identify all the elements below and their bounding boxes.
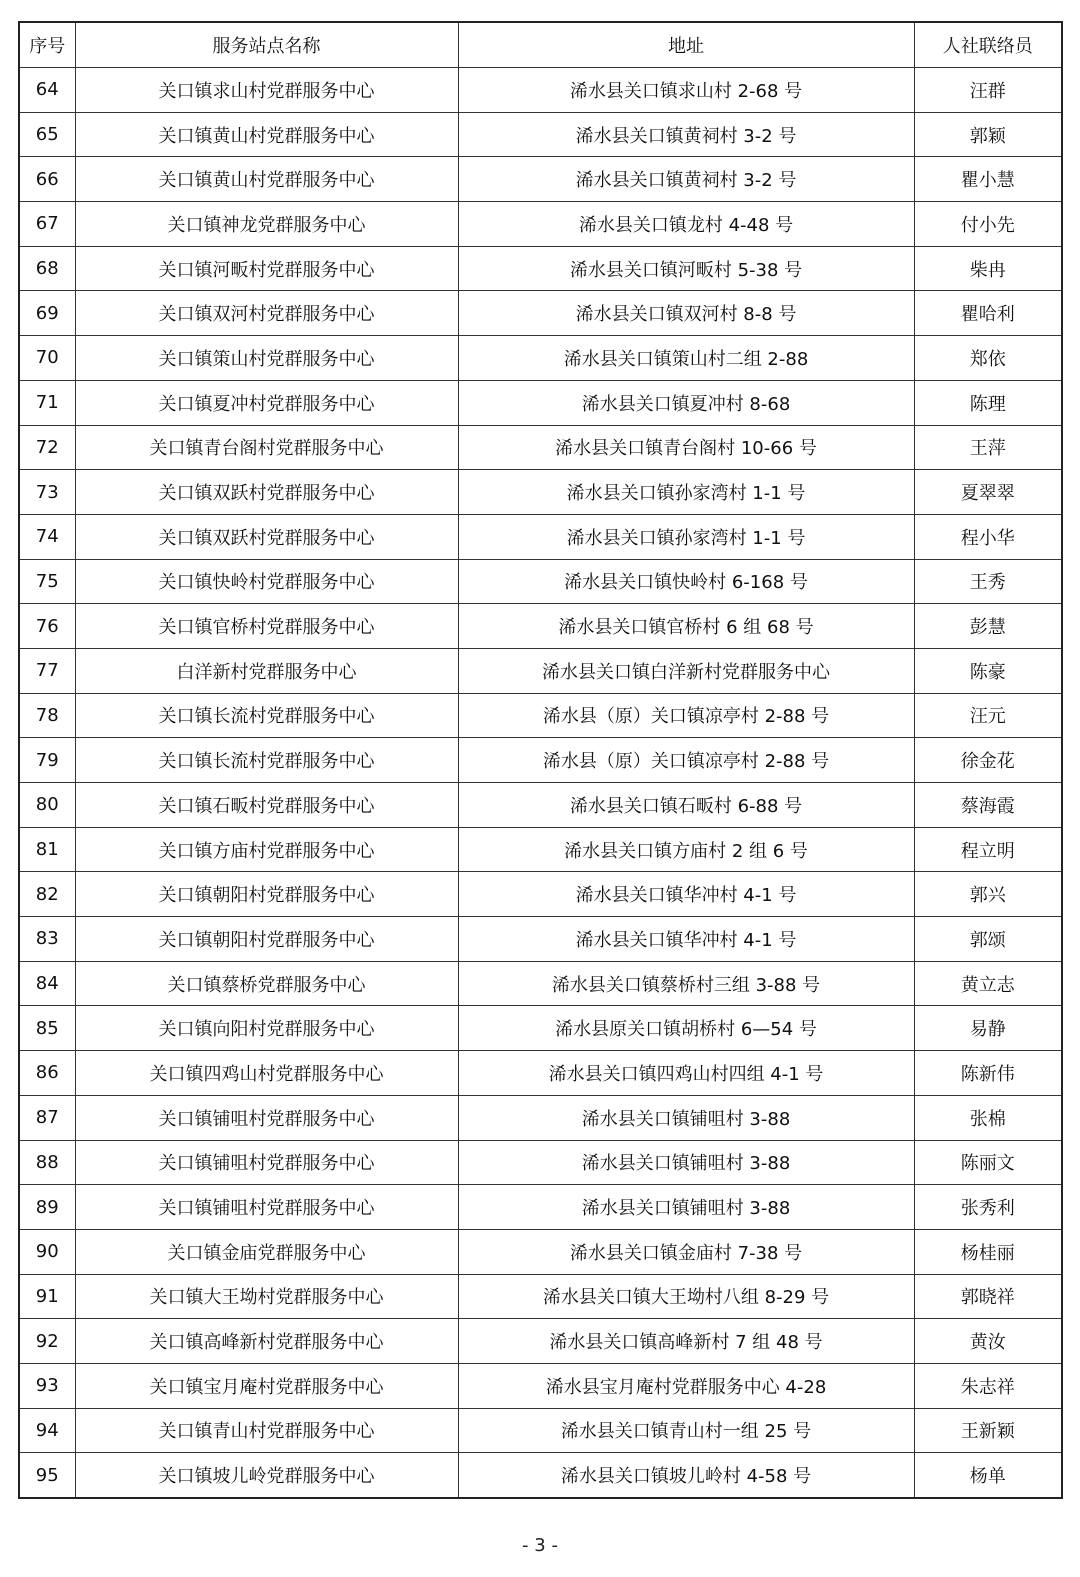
cell-liaison: 王萍 [914,425,1062,470]
table-row [19,1051,1062,1096]
cell-seq: 73 [19,470,75,515]
table-row [19,380,1062,425]
cell-seq: 89 [19,1185,75,1230]
cell-address: 浠水县关口镇坡儿岭村 4-58 号 [458,1453,914,1498]
table-row [19,202,1062,247]
cell-address: 浠水县关口镇双河村 8-8 号 [458,291,914,336]
cell-liaison: 付小先 [914,202,1062,247]
header-seq: 序号 [19,22,75,68]
cell-liaison: 瞿小慧 [914,157,1062,202]
table-row [19,693,1062,738]
table-row [19,1408,1062,1453]
cell-address: 浠水县关口镇金庙村 7-38 号 [458,1229,914,1274]
cell-liaison: 张秀利 [914,1185,1062,1230]
header-liaison: 人社联络员 [914,22,1062,68]
cell-address: 浠水县（原）关口镇凉亭村 2-88 号 [458,693,914,738]
cell-liaison: 郭兴 [914,872,1062,917]
cell-liaison: 朱志祥 [914,1363,1062,1408]
cell-liaison: 易静 [914,1006,1062,1051]
cell-liaison: 王新颖 [914,1408,1062,1453]
cell-seq: 72 [19,425,75,470]
cell-address: 浠水县关口镇石畈村 6-88 号 [458,783,914,828]
cell-liaison: 蔡海霞 [914,783,1062,828]
service-station-table [18,21,1063,1499]
cell-address: 浠水县关口镇黄祠村 3-2 号 [458,112,914,157]
cell-seq: 88 [19,1140,75,1185]
table-row [19,1453,1062,1498]
cell-address: 浠水县关口镇河畈村 5-38 号 [458,246,914,291]
cell-station-name: 关口镇求山村党群服务中心 [75,68,458,113]
cell-address: 浠水县关口镇策山村二组 2-88 [458,336,914,381]
cell-seq: 77 [19,648,75,693]
cell-liaison: 夏翠翠 [914,470,1062,515]
cell-seq: 69 [19,291,75,336]
cell-address: 浠水县关口镇快岭村 6-168 号 [458,559,914,604]
table-header-row [19,22,1062,68]
table-row [19,336,1062,381]
cell-seq: 87 [19,1095,75,1140]
cell-station-name: 关口镇蔡桥党群服务中心 [75,961,458,1006]
cell-seq: 71 [19,380,75,425]
cell-address: 浠水县关口镇方庙村 2 组 6 号 [458,827,914,872]
cell-station-name: 关口镇青台阁村党群服务中心 [75,425,458,470]
cell-liaison: 汪元 [914,693,1062,738]
cell-address: 浠水县关口镇大王坳村八组 8-29 号 [458,1274,914,1319]
cell-liaison: 陈豪 [914,648,1062,693]
cell-address: 浠水县关口镇铺咀村 3-88 [458,1140,914,1185]
table-row [19,917,1062,962]
cell-station-name: 关口镇黄山村党群服务中心 [75,112,458,157]
cell-liaison: 黄汝 [914,1319,1062,1364]
cell-seq: 64 [19,68,75,113]
table-row [19,1229,1062,1274]
cell-address: 浠水县关口镇四鸡山村四组 4-1 号 [458,1051,914,1096]
cell-seq: 86 [19,1051,75,1096]
table-row [19,514,1062,559]
cell-seq: 94 [19,1408,75,1453]
cell-station-name: 关口镇双河村党群服务中心 [75,291,458,336]
cell-address: 浠水县关口镇白洋新村党群服务中心 [458,648,914,693]
cell-liaison: 黄立志 [914,961,1062,1006]
cell-liaison: 彭慧 [914,604,1062,649]
cell-seq: 65 [19,112,75,157]
cell-station-name: 关口镇长流村党群服务中心 [75,738,458,783]
table-row [19,246,1062,291]
cell-address: 浠水县关口镇华冲村 4-1 号 [458,872,914,917]
page-number: - 3 - [522,1535,558,1556]
table-row [19,872,1062,917]
cell-seq: 70 [19,336,75,381]
cell-station-name: 关口镇方庙村党群服务中心 [75,827,458,872]
cell-station-name: 关口镇河畈村党群服务中心 [75,246,458,291]
cell-station-name: 关口镇官桥村党群服务中心 [75,604,458,649]
cell-seq: 79 [19,738,75,783]
cell-liaison: 郑依 [914,336,1062,381]
cell-seq: 68 [19,246,75,291]
table-row [19,1006,1062,1051]
cell-seq: 90 [19,1229,75,1274]
table-row [19,559,1062,604]
cell-address: 浠水县宝月庵村党群服务中心 4-28 [458,1363,914,1408]
cell-liaison: 郭颖 [914,112,1062,157]
cell-liaison: 杨桂丽 [914,1229,1062,1274]
cell-seq: 66 [19,157,75,202]
cell-station-name: 关口镇青山村党群服务中心 [75,1408,458,1453]
cell-address: 浠水县关口镇官桥村 6 组 68 号 [458,604,914,649]
cell-liaison: 张棉 [914,1095,1062,1140]
table-row [19,1185,1062,1230]
cell-address: 浠水县关口镇孙家湾村 1-1 号 [458,470,914,515]
cell-seq: 74 [19,514,75,559]
table-row [19,648,1062,693]
cell-station-name: 关口镇长流村党群服务中心 [75,693,458,738]
cell-seq: 84 [19,961,75,1006]
table-row [19,783,1062,828]
cell-station-name: 关口镇快岭村党群服务中心 [75,559,458,604]
cell-seq: 91 [19,1274,75,1319]
cell-address: 浠水县关口镇青台阁村 10-66 号 [458,425,914,470]
cell-address: 浠水县原关口镇胡桥村 6—54 号 [458,1006,914,1051]
cell-liaison: 陈丽文 [914,1140,1062,1185]
cell-liaison: 杨单 [914,1453,1062,1498]
table-row [19,1319,1062,1364]
table-row [19,425,1062,470]
cell-liaison: 瞿哈利 [914,291,1062,336]
cell-liaison: 郭颂 [914,917,1062,962]
table-row [19,157,1062,202]
cell-station-name: 关口镇大王坳村党群服务中心 [75,1274,458,1319]
cell-seq: 67 [19,202,75,247]
cell-station-name: 关口镇向阳村党群服务中心 [75,1006,458,1051]
cell-station-name: 关口镇朝阳村党群服务中心 [75,872,458,917]
cell-liaison: 郭晓祥 [914,1274,1062,1319]
cell-liaison: 陈新伟 [914,1051,1062,1096]
cell-station-name: 关口镇双跃村党群服务中心 [75,514,458,559]
cell-station-name: 关口镇夏冲村党群服务中心 [75,380,458,425]
cell-seq: 76 [19,604,75,649]
table-row [19,604,1062,649]
cell-address: 浠水县关口镇高峰新村 7 组 48 号 [458,1319,914,1364]
cell-station-name: 关口镇铺咀村党群服务中心 [75,1095,458,1140]
table-row [19,1363,1062,1408]
cell-seq: 83 [19,917,75,962]
table-row [19,68,1062,113]
cell-station-name: 关口镇坡儿岭党群服务中心 [75,1453,458,1498]
cell-station-name: 关口镇铺咀村党群服务中心 [75,1140,458,1185]
cell-station-name: 关口镇宝月庵村党群服务中心 [75,1363,458,1408]
table-row [19,1274,1062,1319]
cell-address: 浠水县关口镇华冲村 4-1 号 [458,917,914,962]
cell-liaison: 柴冉 [914,246,1062,291]
cell-liaison: 陈理 [914,380,1062,425]
cell-address: 浠水县关口镇求山村 2-68 号 [458,68,914,113]
cell-station-name: 关口镇石畈村党群服务中心 [75,783,458,828]
table-row [19,291,1062,336]
table-row [19,1140,1062,1185]
cell-station-name: 关口镇高峰新村党群服务中心 [75,1319,458,1364]
cell-station-name: 关口镇双跃村党群服务中心 [75,470,458,515]
cell-address: 浠水县关口镇夏冲村 8-68 [458,380,914,425]
cell-seq: 92 [19,1319,75,1364]
cell-address: 浠水县关口镇蔡桥村三组 3-88 号 [458,961,914,1006]
cell-address: 浠水县关口镇青山村一组 25 号 [458,1408,914,1453]
cell-seq: 80 [19,783,75,828]
cell-seq: 95 [19,1453,75,1498]
cell-seq: 93 [19,1363,75,1408]
header-station-name: 服务站点名称 [75,22,458,68]
header-address: 地址 [458,22,914,68]
cell-station-name: 白洋新村党群服务中心 [75,648,458,693]
cell-station-name: 关口镇朝阳村党群服务中心 [75,917,458,962]
cell-station-name: 关口镇神龙党群服务中心 [75,202,458,247]
cell-liaison: 徐金花 [914,738,1062,783]
cell-address: 浠水县（原）关口镇凉亭村 2-88 号 [458,738,914,783]
cell-liaison: 王秀 [914,559,1062,604]
table-row [19,961,1062,1006]
cell-seq: 75 [19,559,75,604]
cell-station-name: 关口镇四鸡山村党群服务中心 [75,1051,458,1096]
cell-liaison: 汪群 [914,68,1062,113]
table-row [19,470,1062,515]
cell-address: 浠水县关口镇铺咀村 3-88 [458,1185,914,1230]
cell-seq: 81 [19,827,75,872]
table-row [19,1095,1062,1140]
table-row [19,827,1062,872]
cell-address: 浠水县关口镇铺咀村 3-88 [458,1095,914,1140]
cell-address: 浠水县关口镇孙家湾村 1-1 号 [458,514,914,559]
cell-station-name: 关口镇铺咀村党群服务中心 [75,1185,458,1230]
table-row [19,738,1062,783]
cell-address: 浠水县关口镇龙村 4-48 号 [458,202,914,247]
cell-liaison: 程小华 [914,514,1062,559]
cell-station-name: 关口镇策山村党群服务中心 [75,336,458,381]
cell-seq: 85 [19,1006,75,1051]
cell-address: 浠水县关口镇黄祠村 3-2 号 [458,157,914,202]
table-row [19,112,1062,157]
cell-liaison: 程立明 [914,827,1062,872]
table-body [19,68,1062,1499]
cell-station-name: 关口镇金庙党群服务中心 [75,1229,458,1274]
cell-station-name: 关口镇黄山村党群服务中心 [75,157,458,202]
cell-seq: 78 [19,693,75,738]
cell-seq: 82 [19,872,75,917]
